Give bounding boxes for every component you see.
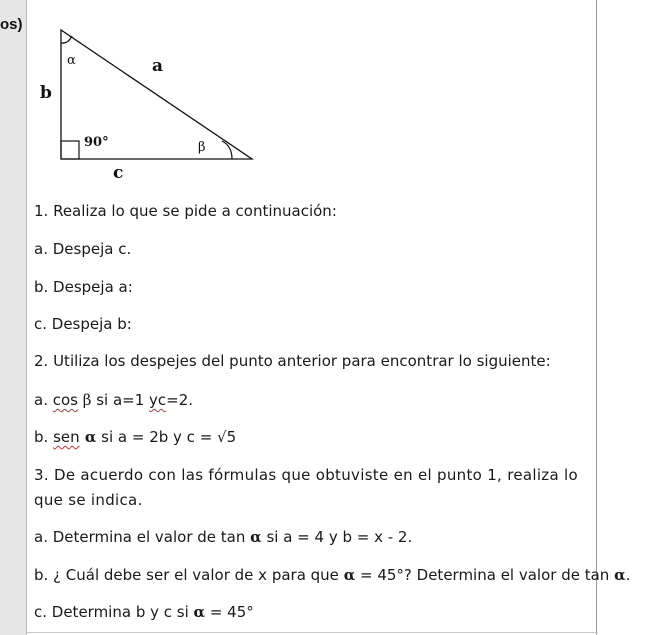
q3a-alpha-symbol: α [250,528,262,546]
q2a-cos-word: cos [52,391,78,409]
q3b-end: . [625,566,631,584]
bottom-rule [26,632,598,633]
q3b-alpha-symbol-2: α [614,566,626,584]
question-1a: a. Despeja c. [34,240,132,258]
q2a-prefix: a. [34,391,53,409]
q3b-text: b. ¿ Cuál debe ser el valor de x para que [34,566,344,584]
question-3a [34,528,412,546]
q3b-middle: = 45°? Determina el valor de tan [355,566,615,584]
question-3b [34,566,630,584]
q2b-sen-word: sen [53,428,80,446]
right-angle-marker [61,141,79,159]
q3c-condition: = 45° [205,603,254,621]
question-1b: b. Despeja a: [34,278,133,296]
right-triangle-figure [26,0,286,190]
q2b-prefix: b. [34,428,54,446]
q2a-yc-word: yc [149,391,167,409]
q2b-alpha-symbol: α [79,428,97,446]
left-margin-strip [0,0,27,635]
beta-label: β [198,140,206,155]
q3c-alpha-symbol: α [193,603,206,621]
side-c-label: c [113,163,124,183]
question-1c: c. Despeja b: [34,315,132,333]
question-1: 1. Realiza lo que se pide a continuación: [34,202,337,220]
question-3: 3. De acuerdo con las fórmulas que obtuviste en el punto 1, realiza lo que se indica. [34,466,578,509]
question-3c [34,603,254,621]
side-b-label: b [40,83,52,103]
q3c-text: c. Determina b y c si [34,603,194,621]
q3b-alpha-symbol: α [343,566,356,584]
q2a-beta-symbol: β [77,391,92,409]
side-a-label: a [152,56,164,76]
page-right-border [596,0,597,635]
q3a-text: a. Determina el valor de tan [34,528,251,546]
q2a-condition: si a=1 [91,391,150,409]
question-2a [34,391,193,409]
right-angle-label: 90° [84,135,109,150]
q2a-end: =2. [166,391,194,409]
question-2: 2. Utiliza los despejes del punto anterior para encontrar lo siguiente: [34,352,551,370]
q3a-condition: si a = 4 y b = x - 2. [261,528,413,546]
question-2b [34,428,236,446]
q2b-condition: si a = 2b y c = √5 [96,428,237,446]
side-label: os) [0,16,23,33]
alpha-label: α [67,53,76,68]
